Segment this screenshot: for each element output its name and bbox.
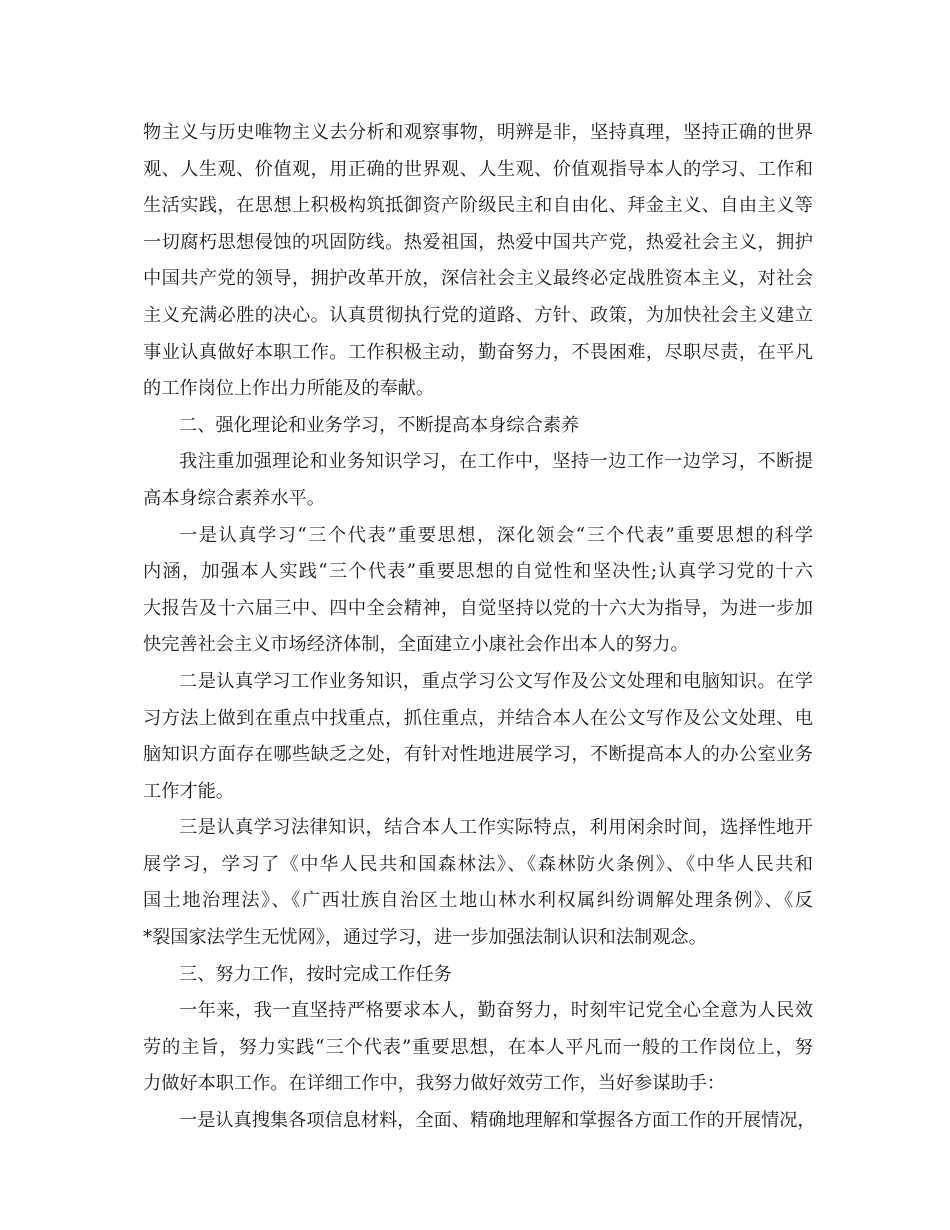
text-line: 事业认真做好本职工作。工作积极主动，勤奋努力，不畏困难，尽职尽责，在平凡 [143, 341, 813, 363]
text-line: 二是认真学习工作业务知识，重点学习公文写作及公文处理和电脑知识。在学 [179, 670, 813, 692]
text-line: 快完善社会主义市场经济体制，全面建立小康社会作出本人的努力。 [143, 634, 689, 656]
text-line: 的工作岗位上作出力所能及的奉献。 [143, 378, 435, 400]
text-line: 三、努力工作，按时完成工作任务 [179, 963, 452, 985]
text-line: 内涵，加强本人实践“三个代表”重要思想的自觉性和坚决性;认真学习党的十六 [143, 561, 813, 583]
text-line: 高本身综合素养水平。 [143, 487, 325, 509]
text-line: 主义充满必胜的决心。认真贯彻执行党的道路、方针、政策，为加快社会主义建立 [143, 304, 813, 326]
text-line: 生活实践，在思想上积极构筑抵御资产阶级民主和自由化、拜金主义、自由主义等 [143, 195, 813, 217]
text-line: 一年来，我一直坚持严格要求本人，勤奋努力，时刻牢记党全心全意为人民效 [179, 1000, 813, 1022]
text-line: 观、人生观、价值观，用正确的世界观、人生观、价值观指导本人的学习、工作和 [143, 158, 813, 180]
text-line: 习方法上做到在重点中找重点，抓住重点，并结合本人在公文写作及公文处理、电 [143, 707, 813, 729]
text-line: 物主义与历史唯物主义去分析和观察事物，明辨是非，坚持真理，坚持正确的世界 [143, 122, 813, 143]
text-line: 力做好本职工作。在详细工作中，我努力做好效劳工作，当好参谋助手： [143, 1073, 726, 1095]
text-line: 我注重加强理论和业务知识学习，在工作中，坚持一边工作一边学习，不断提 [179, 451, 813, 473]
text-line: 国土地治理法》、《广西壮族自治区土地山林水利权属纠纷调解处理条例》、《反 [143, 890, 813, 912]
text-line: 一是认真搜集各项信息材料，全面、精确地理解和掌握各方面工作的开展情况， [179, 1110, 816, 1132]
text-line: 大报告及十六届三中、四中全会精神，自觉坚持以党的十六大为指导，为进一步加 [143, 597, 813, 619]
text-line: 一是认真学习“三个代表”重要思想，深化领会“三个代表”重要思想的科学 [179, 524, 813, 546]
document-body [143, 115, 816, 1140]
text-line: 二、强化理论和业务学习，不断提高本身综合素养 [179, 414, 580, 436]
text-line: 展学习，学习了《中华人民共和国森林法》、《森林防火条例》、《中华人民共和 [143, 853, 813, 875]
text-line: 工作才能。 [143, 780, 234, 802]
text-line: 三是认真学习法律知识，结合本人工作实际特点，利用闲余时间，选择性地开 [179, 817, 813, 839]
text-line: 劳的主旨，努力实践“三个代表”重要思想，在本人平凡而一般的工作岗位上，努 [143, 1036, 813, 1058]
text-line: 中国共产党的领导，拥护改革开放，深信社会主义最终必定战胜资本主义，对社会 [143, 268, 813, 290]
text-line: *裂国家法学生无忧网》，通过学习，进一步加强法制认识和法制观念。 [143, 927, 707, 949]
text-line: 脑知识方面存在哪些缺乏之处，有针对性地进展学习，不断提高本人的办公室业务 [143, 744, 813, 766]
text-line: 一切腐朽思想侵蚀的巩固防线。热爱祖国，热爱中国共产党，热爱社会主义，拥护 [143, 231, 813, 253]
